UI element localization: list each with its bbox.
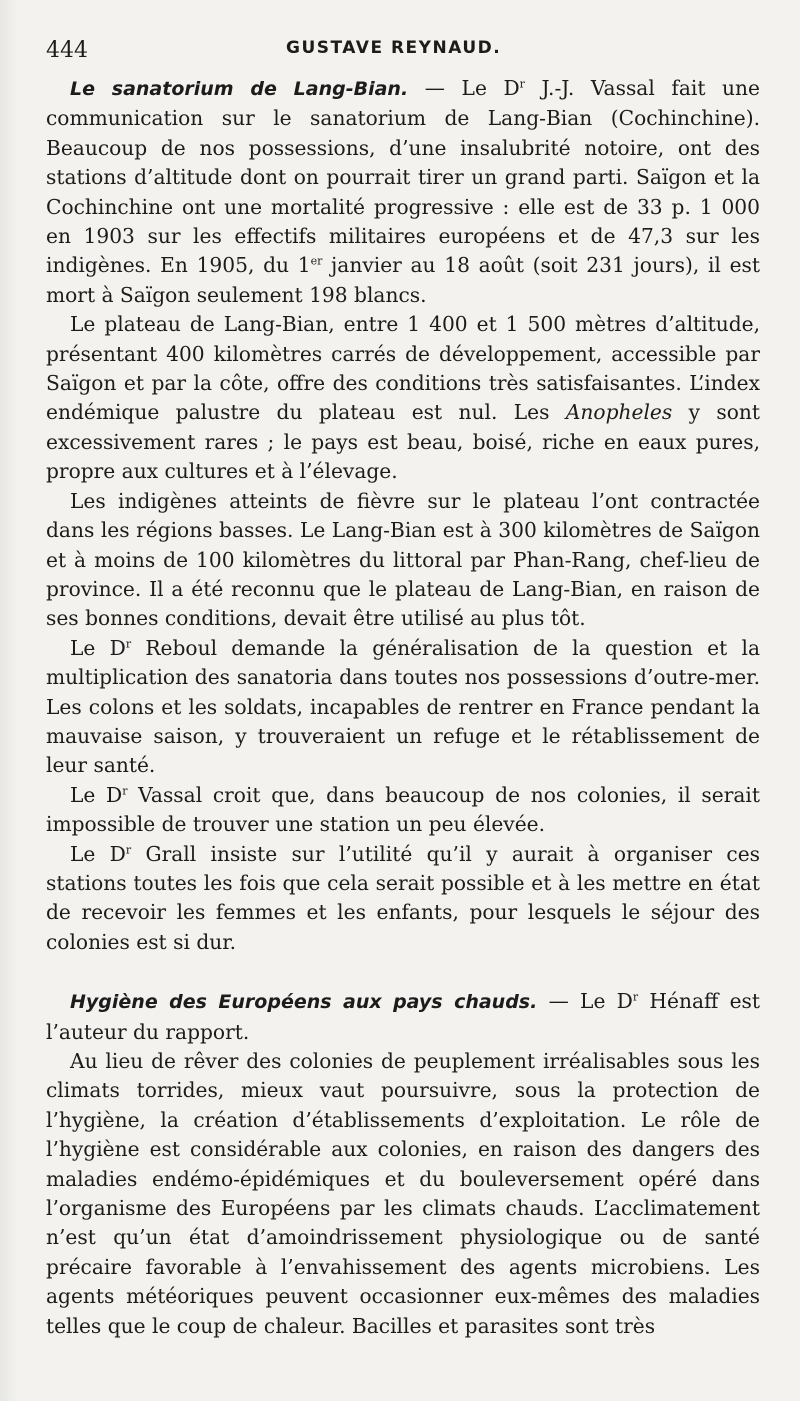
running-head xyxy=(46,34,760,74)
body-text xyxy=(46,74,760,1341)
section-gap xyxy=(46,957,760,987)
paragraph-plateau xyxy=(46,310,760,486)
paragraph-reboul xyxy=(46,634,760,781)
paragraph-sanatorium-intro xyxy=(46,74,760,310)
section-title-sanatorium: Le sanatorium de Lang-Bian. xyxy=(70,78,409,100)
paragraph-hygiene-intro xyxy=(46,987,760,1047)
superscript: r xyxy=(519,77,525,91)
text-run: — Le D xyxy=(537,989,633,1014)
text-run: Grall insiste sur l’utilité qu’il y aurait à organiser ces stations toutes les fois que cela serait possible et à les mettre en état de recevoir les femmes et les enfants, pour lesquels le séjour des colonies est si dur. xyxy=(46,841,760,954)
italic-term: Anopheles xyxy=(565,400,673,425)
paragraph-grall xyxy=(46,840,760,958)
text-run: Le plateau de Lang-Bian, entre 1 400 et 1 500 mètres d’altitude, présentant 400 kilomètres carrés de développement, accessible par Saïgon et par la côte, offre des conditions très satisfaisantes. L’index endémique palustre du plateau est nul. Les xyxy=(46,312,760,425)
superscript: r xyxy=(125,842,132,856)
superscript: r xyxy=(632,990,639,1004)
superscript: r xyxy=(122,784,128,798)
text-run: Le D xyxy=(70,782,123,807)
paragraph-vassal xyxy=(46,781,760,840)
running-title: GUSTAVE REYNAUD. xyxy=(286,38,502,58)
page-number: 444 xyxy=(46,38,88,63)
text-run: J.-J. Vassal fait une communication sur le sanatorium de Lang-Bian (Cochinchine). Beaucoup de nos possessions, d’une insalubrité notoire, ont des stations d’altitude dont on pourrait tirer un grand parti. Saïgon et la Cochinchine ont une mortalité progressive : elle est de 33 p. 1 000 en 1903 sur les effectifs militaires européens et de 47,3 sur les indigènes. En 1905, du 1 xyxy=(46,76,760,278)
superscript: r xyxy=(125,636,132,650)
text-run: Le D xyxy=(70,635,126,660)
superscript: er xyxy=(310,254,323,268)
paragraph-hygiene-body: Au lieu de rêver des colonies de peuplement irréalisables sous les climats torrides, mieux vaut poursuivre, sous la protection de l’hygiène, la création d’établissements d’exploitation. Le rôle de l’hygiène est considérable aux colonies, en raison des dangers des maladies endémo-épidémiques et du bouleversement opéré dans l’organisme des Européens par les climats chauds. L’acclimatement n’est qu’un état d’amoindrissement physiologique ou de santé précaire favorable à l’envahissement des agents microbiens. Les agents météoriques peuvent occasionner eux-mêmes des maladies telles que le coup de chaleur. Bacilles et parasites sont très xyxy=(46,1049,760,1338)
paragraph-indigenes: Les indigènes atteints de fièvre sur le plateau l’ont contractée dans les régions basses. Le Lang-Bian est à 300 kilomètres de Saïgon et à moins de 100 kilomètres du littoral par Phan-Rang, chef-lieu de province. Il a été reconnu que le plateau de Lang-Bian, en raison de ses bonnes conditions, devait être utilisé au plus tôt. xyxy=(46,488,760,631)
text-run: Reboul demande la généralisation de la question et la multiplication des sanatoria dans toutes nos possessions d’outre-mer. Les colons et les soldats, incapables de rentrer en France pendant la mauvaise saison, y trouveraient un refuge et le rétablissement de leur santé. xyxy=(46,635,760,778)
text-run: Hénaff est l’auteur du rapport. xyxy=(46,989,761,1044)
text-run: — Le D xyxy=(408,76,520,100)
text-run: Le D xyxy=(70,841,126,866)
text-run: y sont excessivement rares ; le pays est beau, boisé, riche en eaux pures, propre aux cultures et à l’élevage. xyxy=(46,400,760,484)
text-run: Vassal croit que, dans beaucoup de nos colonies, il serait impossible de trouver une station un peu élevée. xyxy=(46,782,760,837)
section-title-hygiene: Hygiène des Européens aux pays chauds. xyxy=(70,991,538,1014)
text-run: janvier au 18 août (soit 231 jours), il est mort à Saïgon seulement 198 blancs. xyxy=(46,253,761,307)
